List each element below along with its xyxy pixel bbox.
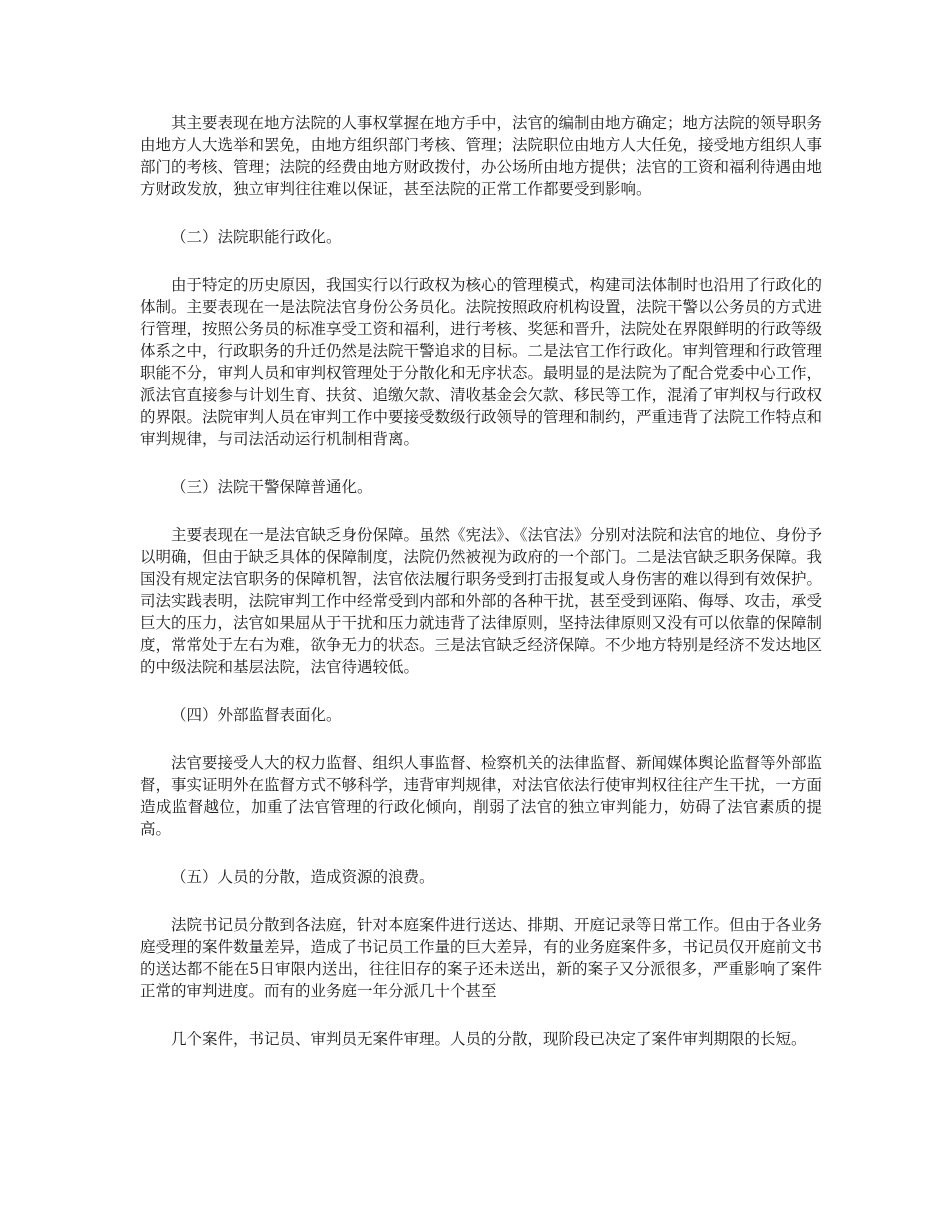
paragraph-2: 由于特定的历史原因，我国实行以行政权为核心的管理模式，构建司法体制时也沿用了行政化的体制。主要表现在一是法院法官身份公务员化。法院按照政府机构设置，法院干警以公务员的方式进行管理，按照公务员的标准享受工资和福利，进行考核、奖惩和晋升，法院处在界限鲜明的行政等级体系之中，行政职务的升迁仍然是法院干警追求的目标。二是法官工作行政化。审判管理和行政管理职能不分，审判人员和审判权管理处于分散化和无序状态。最明显的是法院为了配合党委中心工作，派法官直接参与计划生育、扶贫、追缴欠款、清收基金会欠款、移民等工作，混淆了审判权与行政权的界限。法院审判人员在审判工作中要接受数级行政领导的管理和制约，严重违背了法院工作特点和审判规律，与司法活动运行机制相背离。 [140, 276, 823, 448]
paragraph-4: 法官要接受人大的权力监督、组织人事监督、检察机关的法律监督、新闻媒体舆论监督等外部监督，事实证明外在监督方式不够科学，违背审判规律，对法官依法行使审判权往往产生干扰，一方面造成监督越位，加重了法官管理的行政化倾向，削弱了法官的独立审判能力，妨碍了法官素质的提高。 [140, 754, 823, 838]
paragraph-3: 主要表现在一是法官缺乏身份保障。虽然《宪法》、《法官法》分别对法院和法官的地位、身份予以明确，但由于缺乏具体的保障制度，法院仍然被视为政府的一个部门。二是法官缺乏职务保障。我国没有规定法官职务的保障机智，法官依法履行职务受到打击报复或人身伤害的难以得到有效保护。司法实践表明，法院审判工作中经常受到内部和外部的各种干扰，甚至受到诬陷、侮辱、攻击，承受巨大的压力，法官如果屈从于干扰和压力就违背了法律原则，坚持法律原则又没有可以依靠的保障制度，常常处于左右为难，欲争无力的状态。三是法官缺乏经济保障。不少地方特别是经济不发达地区的中级法院和基层法院，法官待遇较低。 [140, 526, 823, 676]
paragraph-6: 几个案件，书记员、审判员无案件审理。人员的分散，现阶段已决定了案件审判期限的长短。 [171, 1030, 807, 1048]
section-heading-3: （三）法院干警保障普通化。 [171, 478, 373, 496]
section-heading-5: （五）人员的分散，造成资源的浪费。 [171, 868, 435, 886]
section-heading-2: （二）法院职能行政化。 [171, 228, 342, 246]
paragraph-5: 法院书记员分散到各法庭，针对本庭案件进行送达、排期、开庭记录等日常工作。但由于各业务庭受理的案件数量差异，造成了书记员工作量的巨大差异，有的业务庭案件多，书记员仅开庭前文书的送达都不能在5日审限内送出，往往旧存的案子还未送出，新的案子又分派很多，严重影响了案件正常的审判进度。而有的业务庭一年分派几十个甚至 [140, 916, 823, 1000]
section-heading-4: （四）外部监督表面化。 [171, 706, 342, 724]
document-page [140, 112, 822, 1076]
paragraph-1: 其主要表现在地方法院的人事权掌握在地方手中，法官的编制由地方确定；地方法院的领导职务由地方人大选举和罢免，由地方组织部门考核、管理；法院职位由地方人大任免，接受地方组织人事部门的考核、管理；法院的经费由地方财政拨付，办公场所由地方提供；法官的工资和福利待遇由地方财政发放，独立审判往往难以保证，甚至法院的正常工作都要受到影响。 [140, 114, 823, 198]
